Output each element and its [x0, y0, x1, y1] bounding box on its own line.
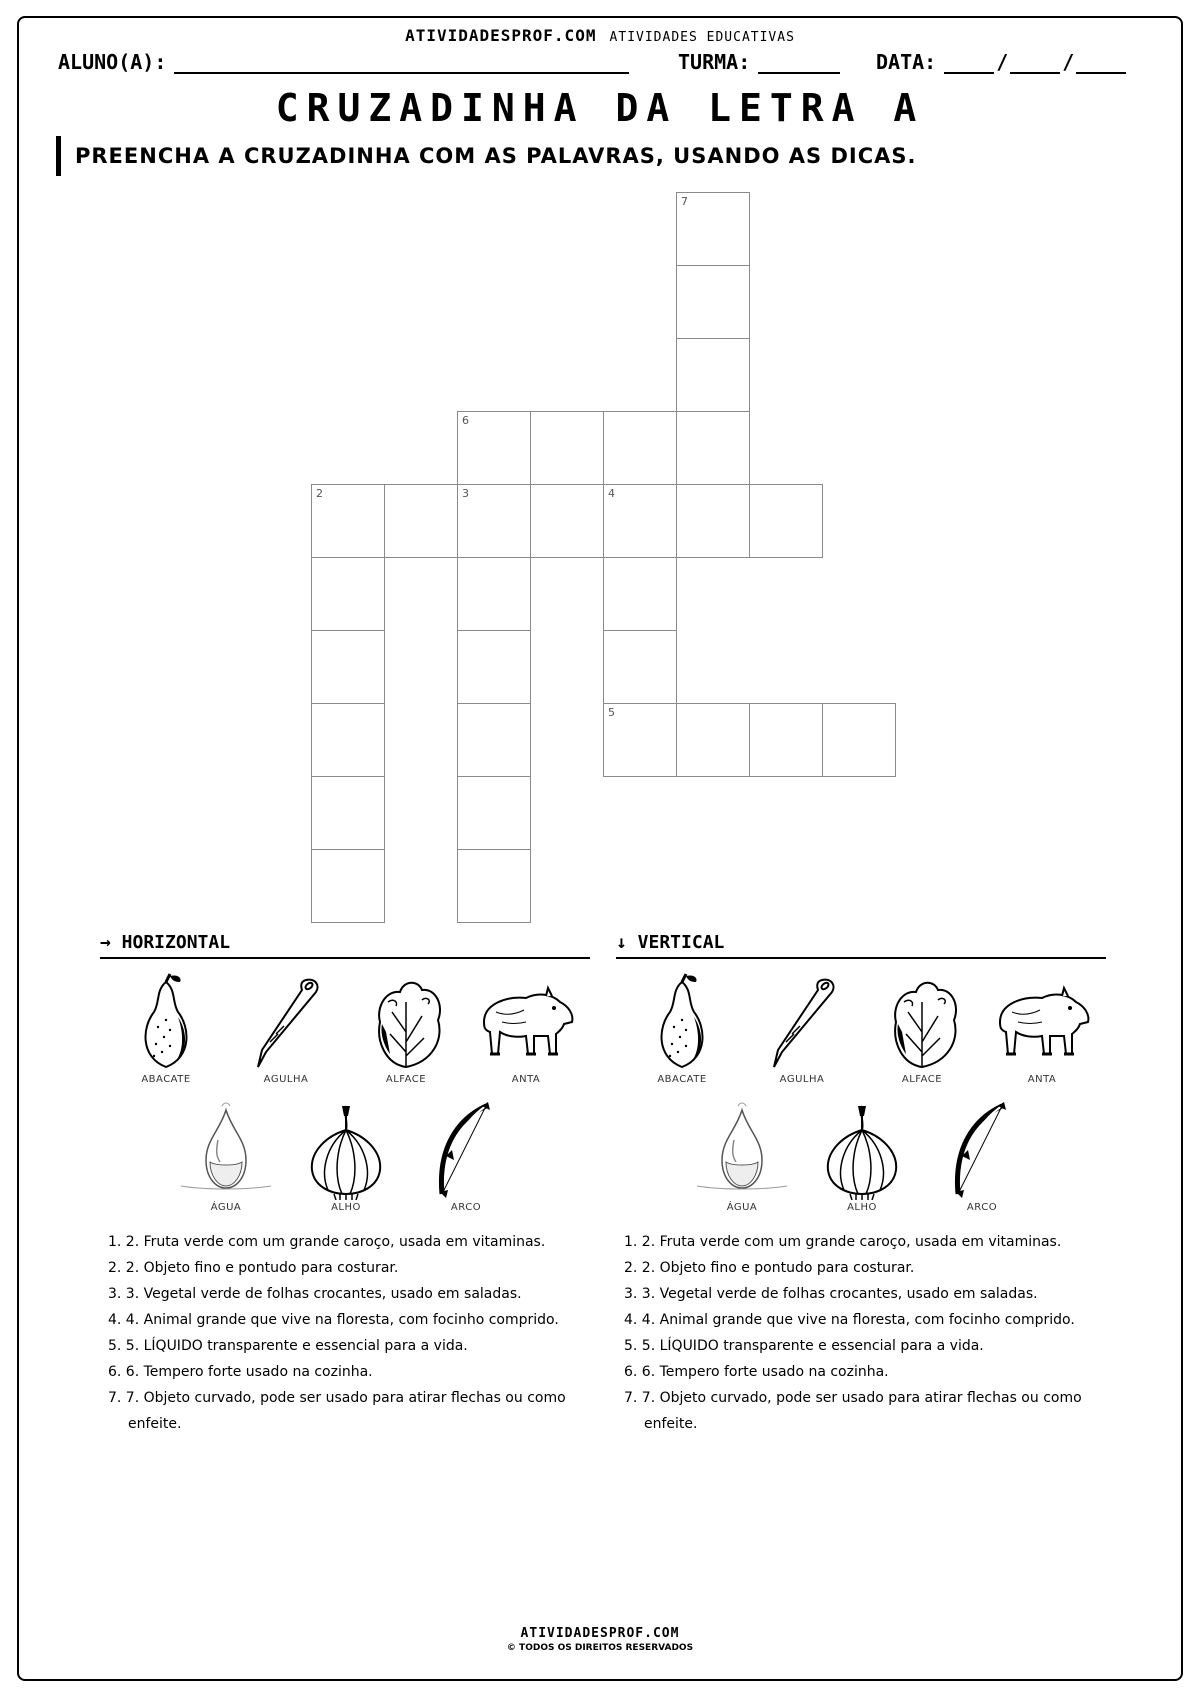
crossword-cell[interactable]	[676, 338, 750, 412]
student-label: ALUNO(A):	[58, 50, 167, 74]
water-drop-icon	[176, 1100, 276, 1200]
footer-copyright: © TODOS OS DIREITOS RESERVADOS	[506, 1643, 694, 1653]
arco-image	[406, 1100, 526, 1213]
crossword-cell[interactable]	[457, 557, 531, 631]
footer	[0, 1626, 1200, 1653]
crossword-cell[interactable]	[311, 484, 385, 558]
site-name: ATIVIDADESPROF.COM	[405, 26, 597, 45]
clue-item: 4. 4. Animal grande que vive na floresta, com focinho comprido.	[108, 1312, 559, 1328]
alho-image	[286, 1100, 406, 1213]
garlic-icon	[296, 1100, 396, 1200]
clue-item: 1. 2. Fruta verde com um grande caroço, usada em vitaminas.	[624, 1234, 1062, 1250]
crossword-cell[interactable]	[676, 411, 750, 485]
crossword-cell[interactable]	[822, 703, 896, 777]
garlic-icon	[812, 1100, 912, 1200]
image-label: ABACATE	[657, 1074, 707, 1085]
clue-item: 7. 7. Objeto curvado, pode ser usado para atirar flechas ou como enfeite.	[624, 1390, 1082, 1432]
crossword-cell[interactable]	[457, 630, 531, 704]
clue-item: 2. 2. Objeto fino e pontudo para costurar.	[108, 1260, 399, 1276]
bow-icon	[932, 1100, 1032, 1200]
alho-image	[802, 1100, 922, 1213]
needle-icon	[236, 972, 336, 1072]
anta-image	[982, 972, 1102, 1085]
date-field	[876, 50, 1126, 74]
crossword-cell[interactable]	[676, 703, 750, 777]
student-fields	[58, 50, 1148, 80]
arco-image	[922, 1100, 1042, 1213]
crossword-cell[interactable]	[311, 557, 385, 631]
horizontal-section	[100, 932, 590, 959]
horizontal-clues	[108, 1229, 588, 1437]
crossword-cell[interactable]	[603, 630, 677, 704]
pear-icon	[632, 972, 732, 1072]
clue-item: 7. 7. Objeto curvado, pode ser usado para atirar flechas ou como enfeite.	[108, 1390, 566, 1432]
agulha-image	[226, 972, 346, 1085]
clue-item: 6. 6. Tempero forte usado na cozinha.	[624, 1364, 889, 1380]
vertical-images-row-2	[682, 1100, 1042, 1213]
date-label: DATA:	[876, 50, 937, 74]
crossword-cell[interactable]	[603, 411, 677, 485]
image-label: ALFACE	[901, 1074, 943, 1085]
clue-item: 3. 3. Vegetal verde de folhas crocantes, usado em saladas.	[108, 1286, 522, 1302]
image-label: ANTA	[1027, 1074, 1057, 1085]
crossword-cell[interactable]	[311, 849, 385, 923]
crossword-cell[interactable]	[676, 265, 750, 339]
crossword-cell[interactable]	[457, 703, 531, 777]
vertical-section	[616, 932, 1106, 959]
image-label: ALHO	[331, 1202, 361, 1213]
footer-site: ATIVIDADESPROF.COM	[520, 1626, 680, 1641]
vertical-clues	[624, 1229, 1104, 1437]
clue-number: 4	[608, 487, 615, 500]
clue-item: 5. 5. LÍQUIDO transparente e essencial para a vida.	[108, 1338, 468, 1354]
crossword-cell[interactable]	[603, 484, 677, 558]
image-label: AGULHA	[779, 1074, 825, 1085]
image-label: ARCO	[450, 1202, 482, 1213]
crossword-cell[interactable]	[749, 484, 823, 558]
vertical-images-row-1	[622, 972, 1102, 1085]
abacate-image	[106, 972, 226, 1085]
alface-image	[862, 972, 982, 1085]
image-label: ÁGUA	[210, 1202, 242, 1213]
clue-number: 7	[681, 195, 688, 208]
crossword-cell[interactable]	[311, 703, 385, 777]
crossword-cell[interactable]	[676, 192, 750, 266]
crossword-cell[interactable]	[530, 411, 604, 485]
crossword-cell[interactable]	[603, 557, 677, 631]
image-label: AGULHA	[263, 1074, 309, 1085]
class-label: TURMA:	[678, 50, 751, 74]
date-day-line[interactable]	[944, 52, 994, 74]
tapir-icon	[992, 972, 1092, 1072]
crossword-cell[interactable]	[749, 703, 823, 777]
instruction	[56, 136, 917, 176]
crossword-cell[interactable]	[457, 849, 531, 923]
date-slash: /	[996, 50, 1009, 74]
horizontal-images-row-1	[106, 972, 586, 1085]
crossword-cell[interactable]	[457, 776, 531, 850]
crossword-cell[interactable]	[530, 484, 604, 558]
class-line[interactable]	[758, 52, 840, 74]
clue-number: 5	[608, 706, 615, 719]
image-label: ARCO	[966, 1202, 998, 1213]
class-field	[678, 50, 840, 74]
clue-item: 6. 6. Tempero forte usado na cozinha.	[108, 1364, 373, 1380]
pear-icon	[116, 972, 216, 1072]
instruction-bar	[56, 136, 61, 176]
agua-image	[682, 1100, 802, 1213]
crossword-cell[interactable]	[311, 630, 385, 704]
image-label: ÁGUA	[726, 1202, 758, 1213]
image-label: ANTA	[511, 1074, 541, 1085]
abacate-image	[622, 972, 742, 1085]
clue-number: 3	[462, 487, 469, 500]
lettuce-icon	[356, 972, 456, 1072]
clue-item: 1. 2. Fruta verde com um grande caroço, usada em vitaminas.	[108, 1234, 546, 1250]
clue-item: 4. 4. Animal grande que vive na floresta, com focinho comprido.	[624, 1312, 1075, 1328]
agulha-image	[742, 972, 862, 1085]
image-label: ALHO	[847, 1202, 877, 1213]
lettuce-icon	[872, 972, 972, 1072]
agua-image	[166, 1100, 286, 1213]
clue-item: 5. 5. LÍQUIDO transparente e essencial para a vida.	[624, 1338, 984, 1354]
vertical-heading: ↓ VERTICAL	[616, 932, 1106, 959]
horizontal-heading: → HORIZONTAL	[100, 932, 590, 959]
needle-icon	[752, 972, 852, 1072]
crossword-cell[interactable]	[457, 411, 531, 485]
crossword-cell[interactable]	[384, 484, 458, 558]
crossword-cell[interactable]	[676, 484, 750, 558]
date-month-line[interactable]	[1010, 52, 1060, 74]
alface-image	[346, 972, 466, 1085]
crossword-cell[interactable]	[603, 703, 677, 777]
student-name-line[interactable]	[174, 52, 629, 74]
anta-image	[466, 972, 586, 1085]
clue-number: 6	[462, 414, 469, 427]
student-field	[58, 50, 629, 74]
date-slash: /	[1062, 50, 1075, 74]
crossword-cell[interactable]	[457, 484, 531, 558]
instruction-text: PREENCHA A CRUZADINHA COM AS PALAVRAS, USANDO AS DICAS.	[75, 144, 917, 168]
site-header	[0, 26, 1200, 45]
crossword-cell[interactable]	[311, 776, 385, 850]
clue-number: 2	[316, 487, 323, 500]
date-year-line[interactable]	[1076, 52, 1126, 74]
page-title: CRUZADINHA DA LETRA A	[275, 86, 925, 130]
bow-icon	[416, 1100, 516, 1200]
horizontal-images-row-2	[166, 1100, 526, 1213]
clue-item: 2. 2. Objeto fino e pontudo para costurar.	[624, 1260, 915, 1276]
water-drop-icon	[692, 1100, 792, 1200]
image-label: ABACATE	[141, 1074, 191, 1085]
clue-item: 3. 3. Vegetal verde de folhas crocantes, usado em saladas.	[624, 1286, 1038, 1302]
site-tagline: ATIVIDADES EDUCATIVAS	[609, 30, 795, 45]
tapir-icon	[476, 972, 576, 1072]
image-label: ALFACE	[385, 1074, 427, 1085]
